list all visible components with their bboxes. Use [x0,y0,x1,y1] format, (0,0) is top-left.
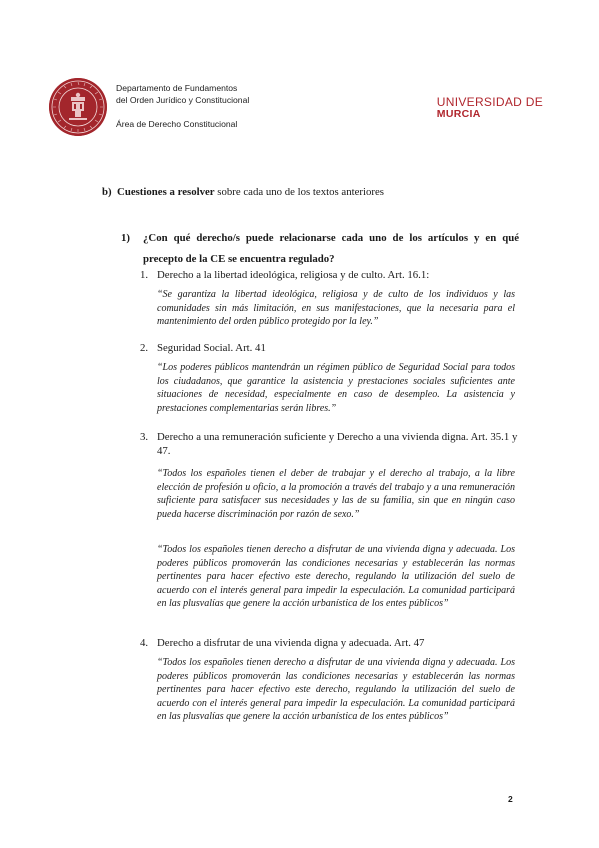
section-marker: b) [102,186,112,198]
department-name-line1: Departamento de Fundamentos [116,83,238,93]
list-item-number: 2. [140,342,149,354]
list-item-label: Derecho a una remuneración suficiente y Derecho a una vivienda digna. Art. 35.1 y 47. [157,431,518,457]
article-quote: “Todos los españoles tienen derecho a disfrutar de una vivienda digna y adecuada. Los poderes públicos promoverán las condiciones necesarias y establecerán las normas pertinentes para hacer efectivo este derecho, regulando la utilización del suelo de acuerdo con el interés general para impedir la especulación. La comunidad participará en las plusvalías que genere la acción urbanística de los entes públicos” [157,544,515,610]
university-logo-line1: UNIVERSIDAD DE [436,95,543,109]
article-quote: “Todos los españoles tienen derecho a disfrutar de una vivienda digna y adecuada. Los poderes públicos promoverán las condiciones necesarias y establecerán las normas pertinentes para hacer efectivo este derecho, regulando la utilización del suelo de acuerdo con el interés general para impedir la especulación. La comunidad participará en las plusvalías que genere la acción urbanística de los entes públicos” [157,657,515,723]
university-seal-icon [49,78,107,136]
section-title-rest: sobre cada uno de los textos anteriores [214,186,384,198]
list-item-number: 3. [140,431,149,443]
article-quote: “Los poderes públicos mantendrán un régimen público de Seguridad Social para todos los ciudadanos, que garantice la asistencia y prestaciones sociales suficientes ante situaciones de necesidad, especialmente en caso de desempleo. La asistencia y prestaciones complementarias serán libres.” [157,362,515,414]
question-text: ¿Con qué derecho/s puede relacionarse cada uno de los artículos y en qué precepto de la CE se encuentra regulado? [143,232,519,265]
department-block [116,83,249,131]
section-heading [102,186,384,199]
list-item-number: 4. [140,637,149,649]
section-title: Cuestiones a resolver [117,186,215,198]
list-item-label: Derecho a disfrutar de una vivienda digna y adecuada. Art. 47 [157,637,425,649]
university-logo-line2: MURCIA [436,108,481,120]
list-item-label: Derecho a la libertad ideológica, religiosa y de culto. Art. 16.1: [157,269,430,281]
article-quote: “Se garantiza la libertad ideológica, religiosa y de culto de los individuos y las comunidades sin más limitación, en sus manifestaciones, que la necesaria para el mantenimiento del orden público protegido por la ley.” [157,289,515,328]
university-logo [437,96,543,121]
article-quote: “Todos los españoles tienen el deber de trabajar y el derecho al trabajo, a la libre elección de profesión u oficio, a la promoción a través del trabajo y a una remuneración suficiente para satisfacer sus necesidades y las de su familia, sin que en ningún caso pueda hacerse discriminación por razón de sexo.” [157,468,515,520]
list-item-label: Seguridad Social. Art. 41 [157,342,266,354]
page-number: 2 [508,794,513,804]
department-name-line2: del Orden Jurídico y Constitucional [116,94,250,105]
question-number: 1) [121,232,130,244]
list-item-number: 1. [140,269,149,281]
area-name: Área de Derecho Constitucional [116,119,238,129]
